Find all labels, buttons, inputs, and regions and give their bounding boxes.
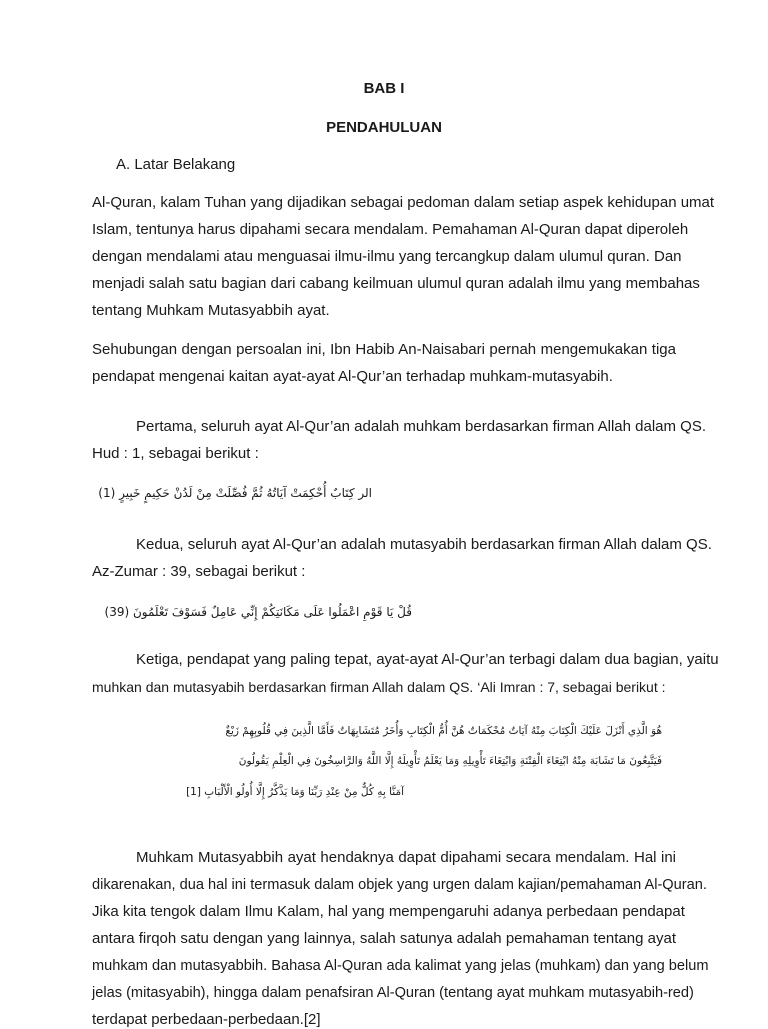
paragraph-line: muhkam dan mutasyabbih. Bahasa Al-Quran ada kalimat yang jelas (muhkam) dan yang belum	[92, 958, 709, 974]
arabic-verse: هُوَ الَّذِي أَنْزَلَ عَلَيْكَ الْكِتَابَ مِنْهُ آيَاتٌ مُحْكَمَاتٌ هُنَّ أُمُّ الْكِتَابِ وَأُخَرُ مُتَشَابِهَاتٌ فَأَمَّا الَّذِينَ فِي قُلُوبِهِمْ زَيْغٌ	[225, 725, 662, 737]
paragraph-line: Pertama, seluruh ayat Al-Qur’an adalah muhkam berdasarkan firman Allah dalam QS.	[136, 418, 707, 435]
chapter-subtitle: PENDAHULUAN	[326, 119, 442, 136]
paragraph-line: menjadi salah satu bagian dari cabang keilmuan ulumul quran adalah ilmu yang membahas	[92, 275, 700, 292]
paragraph-line: terdapat perbedaan-perbedaan.[2]	[92, 1011, 321, 1028]
arabic-verse: آمَنَّا بِهِ كُلٌّ مِنْ عِنْدِ رَبِّنَا وَمَا يَذَّكَّرُ إِلَّا أُولُو الْأَلْبَابِ [1]	[186, 786, 404, 798]
paragraph-line: Jika kita tengok dalam Ilmu Kalam, hal yang mempengaruhi adanya perbedaan pendapat	[92, 903, 685, 920]
section-heading: A. Latar Belakang	[116, 156, 236, 173]
paragraph-line: tentang Muhkam Mutasyabbih ayat.	[92, 302, 330, 319]
paragraph-line: dikarenakan, dua hal ini termasuk dalam objek yang urgen dalam kajian/pemahaman Al-Quran.	[92, 877, 707, 893]
paragraph-line: antara firqoh satu dengan yang lainnya, salah satunya adalah pemahaman tentang ayat	[92, 930, 676, 947]
paragraph-line: Kedua, seluruh ayat Al-Qur’an adalah mutasyabih berdasarkan firman Allah dalam QS.	[136, 536, 712, 553]
paragraph-line: pendapat mengenai kaitan ayat-ayat Al-Qur’an terhadap muhkam-mutasyabih.	[92, 368, 613, 385]
paragraph-line: muhkan dan mutasyabih berdasarkan firman Allah dalam QS. ‘Ali Imran : 7, sebagai berikut :	[92, 679, 666, 695]
paragraph-line: Sehubungan dengan persoalan ini, Ibn Habib An-Naisabari pernah mengemukakan tiga	[92, 341, 676, 358]
paragraph-line: dengan mendalami atau menguasai ilmu-ilmu yang tercangkup dalam ulumul quran. Dan	[92, 248, 682, 265]
arabic-verse: الر كِتَابٌ أُحْكِمَتْ آيَاتُهُ ثُمَّ فُصِّلَتْ مِنْ لَدُنْ حَكِيمٍ خَبِيرٍ (1)	[98, 486, 372, 500]
arabic-verse: قُلْ يَا قَوْمِ اعْمَلُوا عَلَى مَكَانَتِكُمْ إِنِّي عَامِلٌ فَسَوْفَ تَعْلَمُونَ (39)	[104, 605, 412, 619]
paragraph-line: Islam, tentunya harus dipahami secara mendalam. Pemahaman Al-Quran dapat diperoleh	[92, 221, 689, 238]
paragraph-line: Muhkam Mutasyabbih ayat hendaknya dapat dipahami secara mendalam. Hal ini	[136, 849, 676, 866]
chapter-title: BAB I	[363, 80, 405, 97]
arabic-verse: فَيَتَّبِعُونَ مَا تَشَابَهَ مِنْهُ ابْتِغَاءَ الْفِتْنَةِ وَابْتِغَاءَ تَأْوِيلِهِ وَمَا يَعْلَمُ تَأْوِيلَهُ إِلَّا اللَّهُ وَالرَّاسِخُونَ فِي الْعِلْمِ يَقُولُونَ	[238, 755, 662, 767]
paragraph-line: Hud : 1, sebagai berikut :	[92, 445, 259, 462]
paragraph-line: Al-Quran, kalam Tuhan yang dijadikan sebagai pedoman dalam setiap aspek kehidupan umat	[92, 194, 715, 211]
paragraph-line: Ketiga, pendapat yang paling tepat, ayat-ayat Al-Qur’an terbagi dalam dua bagian, yaitu	[136, 651, 719, 668]
paragraph-line: jelas (mitasyabih), hingga dalam penafsiran Al-Quran (tentang ayat muhkam mutasyabih-red)	[92, 985, 694, 1001]
paragraph-line: Az-Zumar : 39, sebagai berikut :	[92, 563, 306, 580]
